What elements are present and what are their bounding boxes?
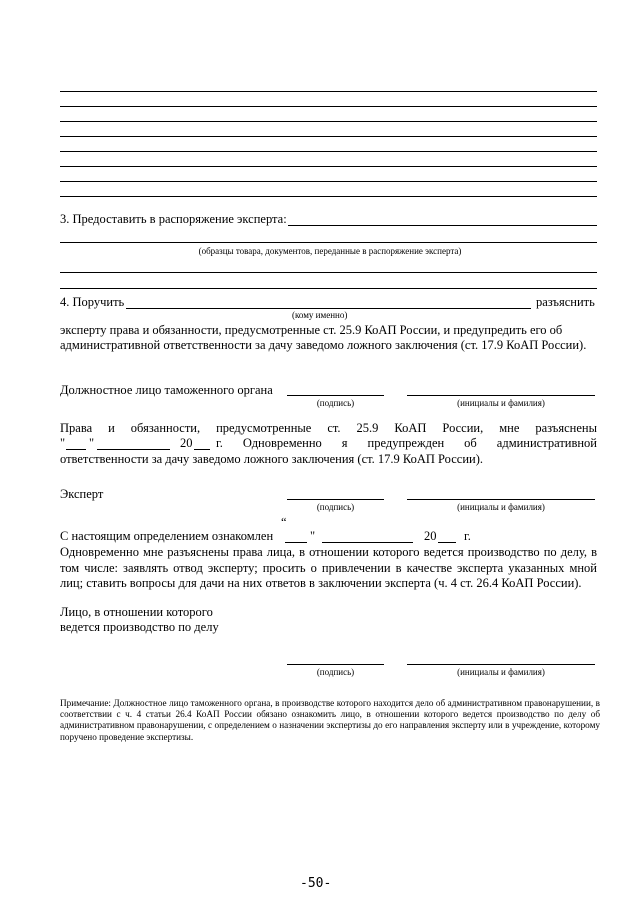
acquainted-year-suffix: г. xyxy=(464,529,471,543)
rights-line2-tail: г. Одновременно я предупрежден об административной xyxy=(216,436,597,450)
rights-line1: Права и обязанности, предусмотренные ст. 25.9 КоАП России, мне разъяснены xyxy=(60,421,597,435)
expert-label: Эксперт xyxy=(60,487,104,501)
rights-month-line[interactable] xyxy=(97,449,170,450)
expert-signature-caption: (подпись) xyxy=(316,502,355,512)
person-name-caption: (инициалы и фамилия) xyxy=(457,667,545,677)
rights-year-line[interactable] xyxy=(194,449,210,450)
blank-line xyxy=(60,106,597,107)
item3-caption: (образцы товара, документов, переданные в распоряжение эксперта) xyxy=(198,246,462,256)
blank-line xyxy=(60,121,597,122)
blank-line xyxy=(60,196,597,197)
acquainted-month-line[interactable] xyxy=(322,542,413,543)
person-signature-caption: (подпись) xyxy=(316,667,355,677)
item4-line3: административной ответственности за дачу заведомо ложного заключения (ст. 17.9 КоАП России). xyxy=(60,338,587,352)
blank-line xyxy=(60,136,597,137)
acquainted-line2: Одновременно мне разъяснены права лица, в отношении которого ведется производство по делу, в xyxy=(60,545,597,559)
item3-label: 3. Предоставить в распоряжение эксперта: xyxy=(60,212,287,226)
expert-name-caption: (инициалы и фамилия) xyxy=(457,502,545,512)
rights-line3: ответственности за дачу заведомо ложного заключения (ст. 17.9 КоАП России). xyxy=(60,452,484,466)
person-name-line[interactable] xyxy=(407,664,595,665)
item4-whom-line[interactable] xyxy=(126,308,531,309)
acquainted-line4: лиц; ставить вопросы для дачи на них ответов в заключении эксперта (ч. 4 ст. 26.4 КоАП России). xyxy=(60,576,582,590)
item4-label: 4. Поручить xyxy=(60,295,125,309)
blank-line xyxy=(60,181,597,182)
blank-line xyxy=(60,91,597,92)
official-name-line[interactable] xyxy=(407,395,595,396)
item4-explain: разъяснить xyxy=(536,295,595,309)
acquainted-label: С настоящим определением ознакомлен xyxy=(60,529,274,543)
item4-line2: эксперту права и обязанности, предусмотренные ст. 25.9 КоАП России, и предупредить его об xyxy=(60,323,563,337)
rights-quote-close: " xyxy=(89,436,95,450)
rights-year-prefix: 20 xyxy=(180,436,193,450)
official-signature-line[interactable] xyxy=(287,395,384,396)
blank-line xyxy=(60,272,597,273)
official-signature-caption: (подпись) xyxy=(316,398,355,408)
blank-line xyxy=(60,288,597,289)
item3-field-line[interactable] xyxy=(288,225,597,226)
person-label-line2: ведется производство по делу xyxy=(60,620,219,634)
blank-line xyxy=(60,151,597,152)
official-name-caption: (инициалы и фамилия) xyxy=(457,398,545,408)
acquainted-year-line[interactable] xyxy=(438,542,456,543)
official-label: Должностное лицо таможенного органа xyxy=(60,383,273,397)
acquainted-quote-close: " xyxy=(310,529,316,543)
rights-day-line[interactable] xyxy=(66,449,86,450)
rights-quote-open: " xyxy=(60,436,66,450)
expert-signature-line[interactable] xyxy=(287,499,384,500)
page-number: -50- xyxy=(300,876,332,891)
item4-whom-caption: (кому именно) xyxy=(292,310,348,320)
note-text: Примечание: Должностное лицо таможенного органа, в производстве которого находится дело об административном правонарушении, в соответствии с ч. 4 статьи 26.4 КоАП России обязано ознакомить лицо, в отношении которого ведется производство по делу об административном правонарушении, с определением о назначении экспертизы до его направления эксперту или в учреждение, которому поручено проведение экспертизы. xyxy=(60,698,600,742)
person-label-line1: Лицо, в отношении которого xyxy=(60,605,213,619)
person-signature-line[interactable] xyxy=(287,664,384,665)
acquainted-day-line[interactable] xyxy=(285,542,307,543)
blank-line xyxy=(60,166,597,167)
acquainted-year-prefix: 20 xyxy=(424,529,437,543)
expert-name-line[interactable] xyxy=(407,499,595,500)
acquainted-quote-mark: “ xyxy=(281,515,287,529)
acquainted-line3: том числе: заявлять отвод эксперту; просить о привлечении в качестве эксперта указанных мной xyxy=(60,561,597,575)
blank-line xyxy=(60,242,597,243)
